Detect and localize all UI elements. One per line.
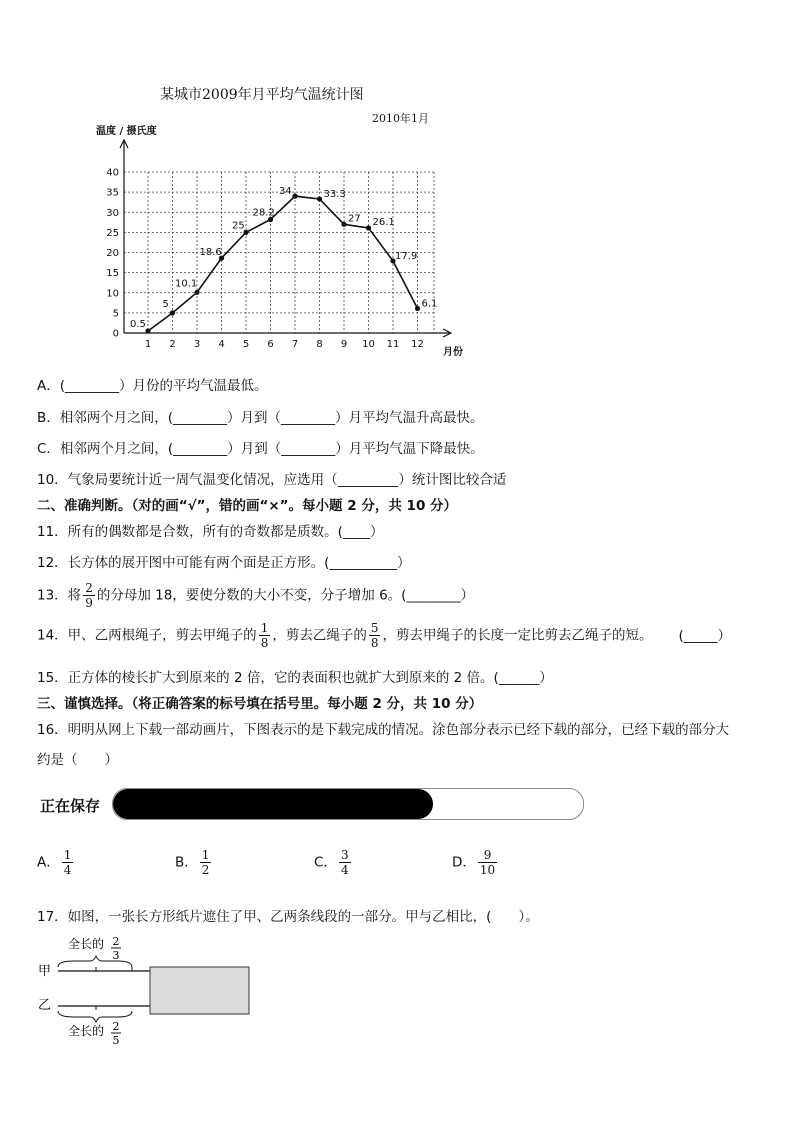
q9-option-c: C．相邻两个月之间，(________）月到（________）月平均气温下降最快。	[37, 441, 484, 457]
bottom-brace	[58, 1011, 132, 1022]
data-label: 34	[279, 186, 292, 198]
q14-text-pre: 14．甲、乙两根绳子，剪去甲绳子的	[37, 627, 257, 644]
x-tick-label: 2	[169, 339, 176, 350]
question-15: 15．正方体的棱长扩大到原来的 2 倍，它的表面积也就扩大到原来的 2 倍。(______）	[37, 670, 553, 686]
frac-den: 2	[201, 863, 210, 877]
section-3-heading: 三、谨慎选择。（将正确答案的标号填在括号里。每小题 2 分，共 10 分）	[37, 696, 483, 712]
data-point	[194, 290, 199, 295]
data-label: 26.1	[372, 216, 395, 228]
q9-option-b: B．相邻两个月之间，(________）月到（________）月平均气温升高最快。	[37, 410, 484, 426]
data-point	[170, 310, 175, 315]
x-tick-label: 7	[291, 339, 299, 350]
option-letter: A．	[37, 854, 60, 871]
x-tick-label: 10	[362, 339, 375, 350]
question-11: 11．所有的偶数都是合数，所有的奇数都是质数。(____）	[37, 524, 384, 540]
data-point	[317, 196, 322, 201]
question-16-line-2: 约是（ ）	[37, 752, 118, 768]
frac-num: 1	[63, 848, 72, 862]
bottom-label: 全长的	[68, 1024, 105, 1038]
data-point	[415, 306, 420, 311]
y-tick-label: 20	[106, 248, 119, 259]
q16-option-b	[175, 848, 213, 877]
frac-den: 4	[63, 863, 72, 877]
option-fraction	[478, 848, 497, 877]
q14-frac1-den: 8	[260, 636, 269, 650]
section-2-heading: 二、准确判断。（对的画“√”，错的画“×”。每小题 2 分，共 10 分）	[37, 498, 458, 514]
q14-fraction-2	[369, 621, 381, 650]
data-point	[145, 328, 150, 333]
frac-den: 10	[479, 863, 496, 877]
q14-fraction-1	[259, 621, 271, 650]
x-tick-label: 12	[411, 339, 424, 350]
q14-answer-blank: (_____）	[678, 627, 731, 644]
data-label: 6.1	[421, 298, 438, 310]
bottom-frac-num: 2	[112, 1020, 120, 1033]
top-frac-num: 2	[112, 935, 120, 948]
data-point	[341, 222, 346, 227]
x-tick-label: 9	[340, 339, 348, 350]
q9-option-a: A．(________）月份的平均气温最低。	[37, 378, 268, 394]
frac-num: 3	[340, 848, 349, 862]
q14-frac1-num: 1	[260, 621, 269, 635]
data-label: 27	[348, 213, 361, 225]
bottom-frac-den: 5	[112, 1034, 120, 1047]
q13-fraction	[83, 581, 95, 610]
y-tick-label: 40	[106, 167, 119, 179]
y-axis-label: 温度 / 摄氏度	[96, 126, 157, 137]
data-label: 33.3	[323, 188, 346, 200]
x-tick-label: 5	[242, 339, 250, 350]
y-tick-label: 0	[112, 328, 119, 340]
option-letter: D．	[452, 854, 476, 871]
q13-text-pre: 13．将	[37, 587, 82, 604]
data-label: 25	[232, 220, 245, 232]
x-tick-label: 1	[144, 339, 152, 350]
x-tick-label: 11	[386, 339, 400, 350]
data-label: 5	[162, 298, 169, 310]
covering-paper-card	[150, 967, 249, 1014]
q16-option-c	[314, 848, 353, 877]
chart-title: 某城市2009年月平均气温统计图	[160, 87, 364, 103]
data-point	[292, 194, 297, 199]
data-label: 28.2	[252, 207, 275, 219]
covered-segments-figure	[38, 935, 258, 1050]
question-16-line-1: 16．明明从网上下载一部动画片，下图表示的是下载完成的情况。涂色部分表示已经下载的部分，已经下载的部分大	[37, 722, 730, 738]
q13-frac-num: 2	[85, 581, 93, 595]
question-14	[37, 621, 731, 650]
x-tick-label: 3	[193, 339, 201, 350]
x-tick-label: 8	[316, 339, 323, 350]
q14-text-post: ，剪去甲绳子的长度一定比剪去乙绳子的短。	[382, 627, 653, 644]
temperature-line-chart	[90, 120, 463, 365]
saving-label: 正在保存	[40, 797, 101, 815]
option-letter: B．	[175, 854, 198, 871]
frac-den: 4	[340, 863, 349, 877]
y-tick-label: 25	[106, 227, 119, 239]
jia-label: 甲	[38, 964, 52, 979]
q13-frac-den: 9	[85, 596, 93, 610]
download-progress-fill	[113, 789, 433, 819]
q16-option-a	[37, 848, 75, 877]
data-label: 17.9	[395, 250, 418, 262]
x-axis-label: 月份	[443, 347, 463, 358]
download-progress-bar	[112, 788, 584, 820]
y-tick-label: 10	[106, 288, 119, 300]
q14-frac2-den: 8	[370, 636, 379, 650]
q13-text-post: 的分母加 18，要使分数的大小不变，分子增加 6。(________）	[96, 587, 474, 604]
question-10: 10．气象局要统计近一周气温变化情况，应选用（_________）统计图比较合适	[37, 472, 507, 488]
top-frac-den: 3	[112, 949, 120, 962]
frac-num: 9	[478, 848, 497, 863]
q14-text-mid: ，剪去乙绳子的	[272, 627, 367, 644]
q16-option-d	[452, 848, 499, 877]
data-label: 10.1	[175, 278, 198, 290]
y-tick-label: 15	[106, 268, 119, 280]
option-fraction	[62, 848, 74, 877]
option-fraction	[339, 848, 351, 877]
chart-date: 2010年1月	[372, 112, 429, 125]
yi-label: 乙	[38, 998, 52, 1013]
data-label: 18.6	[199, 247, 222, 259]
y-tick-label: 5	[112, 308, 119, 320]
frac-num: 1	[201, 848, 210, 862]
y-tick-label: 30	[106, 207, 119, 219]
top-label: 全长的	[68, 937, 105, 951]
q14-frac2-num: 5	[370, 621, 379, 635]
question-17: 17．如图，一张长方形纸片遮住了甲、乙两条线段的一部分。甲与乙相比，( ）。	[37, 909, 539, 925]
question-13	[37, 581, 474, 610]
x-tick-label: 6	[267, 339, 274, 350]
x-tick-label: 4	[218, 339, 225, 350]
data-label: 0.5	[130, 318, 146, 330]
option-letter: C．	[314, 854, 337, 871]
data-point	[366, 225, 371, 230]
y-tick-label: 35	[106, 187, 119, 199]
top-brace	[58, 956, 132, 967]
option-fraction	[200, 848, 212, 877]
question-12: 12．长方体的展开图中可能有两个面是正方形。(__________）	[37, 555, 411, 571]
